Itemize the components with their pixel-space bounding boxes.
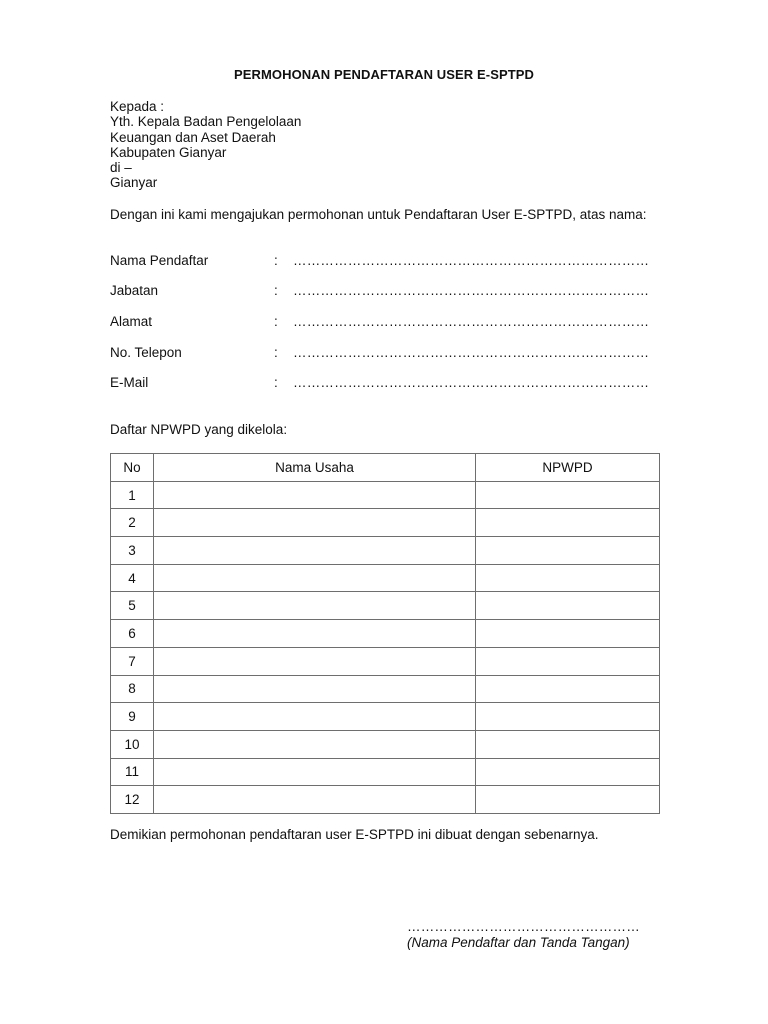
address-line: Kepada : xyxy=(110,99,165,114)
row-number-cell: 6 xyxy=(111,620,154,648)
field-blank-line[interactable]: …………………………………………………………………… xyxy=(293,375,650,390)
address-line: Gianyar xyxy=(110,175,158,191)
field-label: Jabatan xyxy=(110,283,159,298)
table-row xyxy=(111,592,660,620)
npwpd-cell[interactable] xyxy=(476,592,660,620)
npwpd-table xyxy=(110,453,660,814)
npwpd-cell[interactable] xyxy=(476,509,660,537)
field-colon: : xyxy=(274,253,278,268)
address-line: di – xyxy=(110,160,132,176)
nama-usaha-cell[interactable] xyxy=(154,620,476,648)
document-title: PERMOHONAN PENDAFTARAN USER E-SPTPD xyxy=(233,67,535,82)
header-no: No xyxy=(111,454,154,482)
nama-usaha-cell[interactable] xyxy=(154,509,476,537)
nama-usaha-cell[interactable] xyxy=(154,675,476,703)
field-colon: : xyxy=(274,314,278,329)
table-row xyxy=(111,537,660,565)
table-row xyxy=(111,509,660,537)
npwpd-cell[interactable] xyxy=(476,730,660,758)
nama-usaha-cell[interactable] xyxy=(154,703,476,731)
field-no-telepon[interactable] xyxy=(110,345,659,363)
field-alamat[interactable] xyxy=(110,314,659,332)
row-number-cell: 5 xyxy=(111,592,154,620)
field-label: E-Mail xyxy=(110,375,149,390)
nama-usaha-cell[interactable] xyxy=(154,786,476,814)
signature-line[interactable]: …………………………………………… xyxy=(407,919,640,934)
npwpd-cell[interactable] xyxy=(476,564,660,592)
field-blank-line[interactable]: …………………………………………………………………… xyxy=(293,314,650,329)
nama-usaha-cell[interactable] xyxy=(154,481,476,509)
row-number-cell: 4 xyxy=(111,564,154,592)
field-blank-line[interactable]: …………………………………………………………………… xyxy=(293,283,650,298)
address-line: Yth. Kepala Badan Pengelolaan xyxy=(110,114,302,130)
field-colon: : xyxy=(274,345,278,360)
npwpd-cell[interactable] xyxy=(476,758,660,786)
field-label: No. Telepon xyxy=(110,345,182,360)
intro-paragraph: Dengan ini kami mengajukan permohonan untuk Pendaftaran User E-SPTPD, atas nama: xyxy=(110,207,647,222)
table-row xyxy=(111,564,660,592)
row-number-cell: 9 xyxy=(111,703,154,731)
npwpd-cell[interactable] xyxy=(476,703,660,731)
npwpd-cell[interactable] xyxy=(476,675,660,703)
nama-usaha-cell[interactable] xyxy=(154,730,476,758)
npwpd-cell[interactable] xyxy=(476,620,660,648)
field-jabatan[interactable] xyxy=(110,283,659,301)
field-blank-line[interactable]: …………………………………………………………………… xyxy=(293,253,650,268)
field-email[interactable] xyxy=(110,375,659,393)
table-row xyxy=(111,620,660,648)
header-nama-usaha: Nama Usaha xyxy=(154,454,476,482)
npwpd-cell[interactable] xyxy=(476,481,660,509)
table-header-row xyxy=(111,454,660,482)
nama-usaha-cell[interactable] xyxy=(154,758,476,786)
closing-statement: Demikian permohonan pendaftaran user E-SPTPD ini dibuat dengan sebenarnya. xyxy=(110,827,599,842)
nama-usaha-cell[interactable] xyxy=(154,647,476,675)
row-number-cell: 3 xyxy=(111,537,154,565)
row-number-cell: 10 xyxy=(111,730,154,758)
table-row xyxy=(111,786,660,814)
signature-caption: (Nama Pendaftar dan Tanda Tangan) xyxy=(407,935,630,950)
npwpd-cell[interactable] xyxy=(476,786,660,814)
npwpd-cell[interactable] xyxy=(476,647,660,675)
recipient-address xyxy=(110,99,301,191)
field-colon: : xyxy=(274,283,278,298)
row-number-cell: 12 xyxy=(111,786,154,814)
row-number-cell: 1 xyxy=(111,481,154,509)
row-number-cell: 11 xyxy=(111,758,154,786)
address-line: Kabupaten Gianyar xyxy=(110,144,227,160)
address-line: Keuangan dan Aset Daerah xyxy=(110,129,276,145)
nama-usaha-cell[interactable] xyxy=(154,564,476,592)
row-number-cell: 2 xyxy=(111,509,154,537)
row-number-cell: 8 xyxy=(111,675,154,703)
header-npwpd: NPWPD xyxy=(476,454,660,482)
nama-usaha-cell[interactable] xyxy=(154,537,476,565)
field-colon: : xyxy=(274,375,278,390)
row-number-cell: 7 xyxy=(111,647,154,675)
table-row xyxy=(111,647,660,675)
npwpd-list-label: Daftar NPWPD yang dikelola: xyxy=(110,422,288,437)
field-label: Nama Pendaftar xyxy=(110,253,209,268)
table-row xyxy=(111,675,660,703)
table-row xyxy=(111,730,660,758)
field-label: Alamat xyxy=(110,314,153,329)
table-row xyxy=(111,481,660,509)
table-row xyxy=(111,758,660,786)
field-blank-line[interactable]: …………………………………………………………………… xyxy=(293,345,650,360)
table-row xyxy=(111,703,660,731)
nama-usaha-cell[interactable] xyxy=(154,592,476,620)
field-nama-pendaftar[interactable] xyxy=(110,253,659,271)
npwpd-cell[interactable] xyxy=(476,537,660,565)
